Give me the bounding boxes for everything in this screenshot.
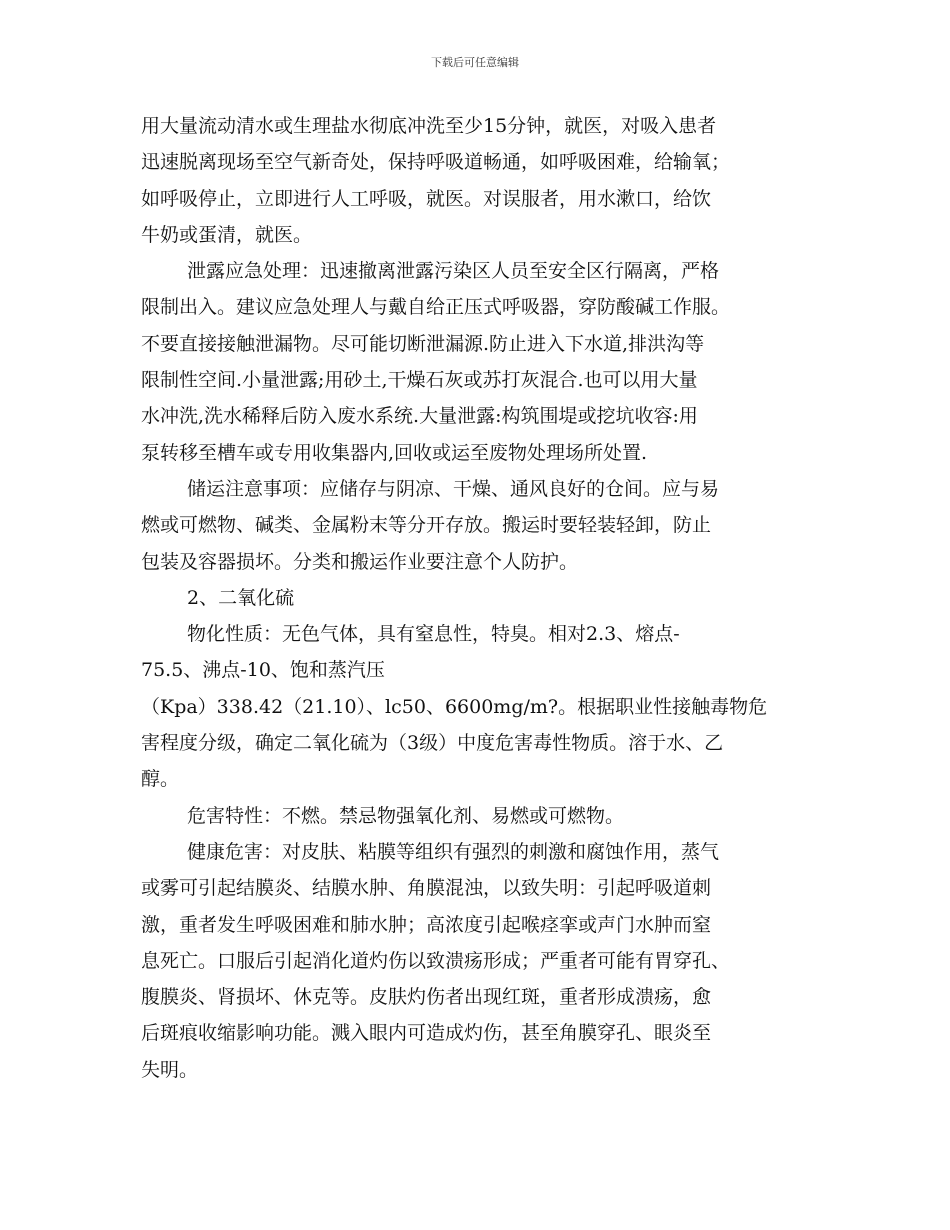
- text-line: 泄露应急处理：迅速撤离泄露污染区人员至安全区行隔离，严格: [187, 260, 720, 283]
- text-line: 限制出入。建议应急处理人与戴自给正压式呼吸器，穿防酸碱工作服。: [141, 296, 731, 319]
- text-line: 牛奶或蛋清，就医。: [141, 223, 313, 246]
- text-line: 燃或可燃物、碱类、金属粉末等分开存放。搬运时要轻装轻卸，防止: [141, 514, 712, 537]
- text-line: 物化性质：无色气体，具有窒息性，特臭。相对2.3、熔点-: [187, 623, 680, 646]
- text-line: 或雾可引起结膜炎、结膜水肿、角膜混浊，以致失明：引起呼吸道刺: [141, 877, 712, 900]
- text-line: 不要直接接触泄漏物。尽可能切断泄漏源.防止进入下水道,排洪沟等: [141, 332, 705, 355]
- text-line: 激，重者发生呼吸困难和肺水肿；高浓度引起喉痉挛或声门水肿而窒: [141, 913, 712, 936]
- text-line: 包装及容器损坏。分类和搬运作业要注意个人防护。: [141, 550, 579, 573]
- text-line: 健康危害：对皮肤、粘膜等组织有强烈的刺激和腐蚀作用，蒸气: [187, 840, 720, 863]
- text-line: 害程度分级，确定二氧化硫为（3级）中度危害毒性物质。溶于水、乙: [141, 732, 724, 755]
- text-line: 泵转移至槽车或专用收集器内,回收或运至废物处理场所处置.: [141, 441, 648, 464]
- text-line: （Kpa）338.42（21.10）、lc50、6600mg/m?。根据职业性接触毒物危: [141, 695, 768, 718]
- text-line: 迅速脱离现场至空气新奇处，保持呼吸道畅通，如呼吸困难，给输氧；: [141, 151, 731, 174]
- text-line: 后斑痕收缩影响功能。溅入眼内可造成灼伤，甚至角膜穿孔、眼炎至: [141, 1022, 712, 1045]
- text-line: 腹膜炎、肾损坏、休克等。皮肤灼伤者出现红斑，重者形成溃疡，愈: [141, 986, 712, 1009]
- document-body: [141, 108, 811, 1088]
- text-line: 水冲洗,洗水稀释后防入废水系统.大量泄露:构筑围堤或挖坑收容:用: [141, 405, 698, 428]
- text-line: 75.5、沸点-10、饱和蒸汽压: [141, 659, 385, 682]
- text-line: 限制性空间.小量泄露;用砂土,干燥石灰或苏打灰混合.也可以用大量: [141, 369, 698, 392]
- text-line: 危害特性：不燃。禁忌物强氧化剂、易燃或可燃物。: [187, 804, 625, 827]
- text-line: 醇。: [141, 768, 180, 791]
- text-line: 用大量流动清水或生理盐水彻底冲洗至少15分钟，就医，对吸入患者: [141, 115, 717, 137]
- text-line: 储运注意事项：应储存与阴凉、干燥、通风良好的仓间。应与易: [187, 477, 720, 500]
- page-header: 下载后可任意编辑: [431, 56, 519, 69]
- text-line: 2、二氧化硫: [187, 586, 295, 609]
- text-line: 如呼吸停止，立即进行人工呼吸，就医。对误服者，用水漱口，给饮: [141, 187, 712, 210]
- text-line: 失明。: [141, 1058, 199, 1081]
- text-line: 息死亡。口服后引起消化道灼伤以致溃疡形成；严重者可能有胃穿孔、: [141, 949, 731, 972]
